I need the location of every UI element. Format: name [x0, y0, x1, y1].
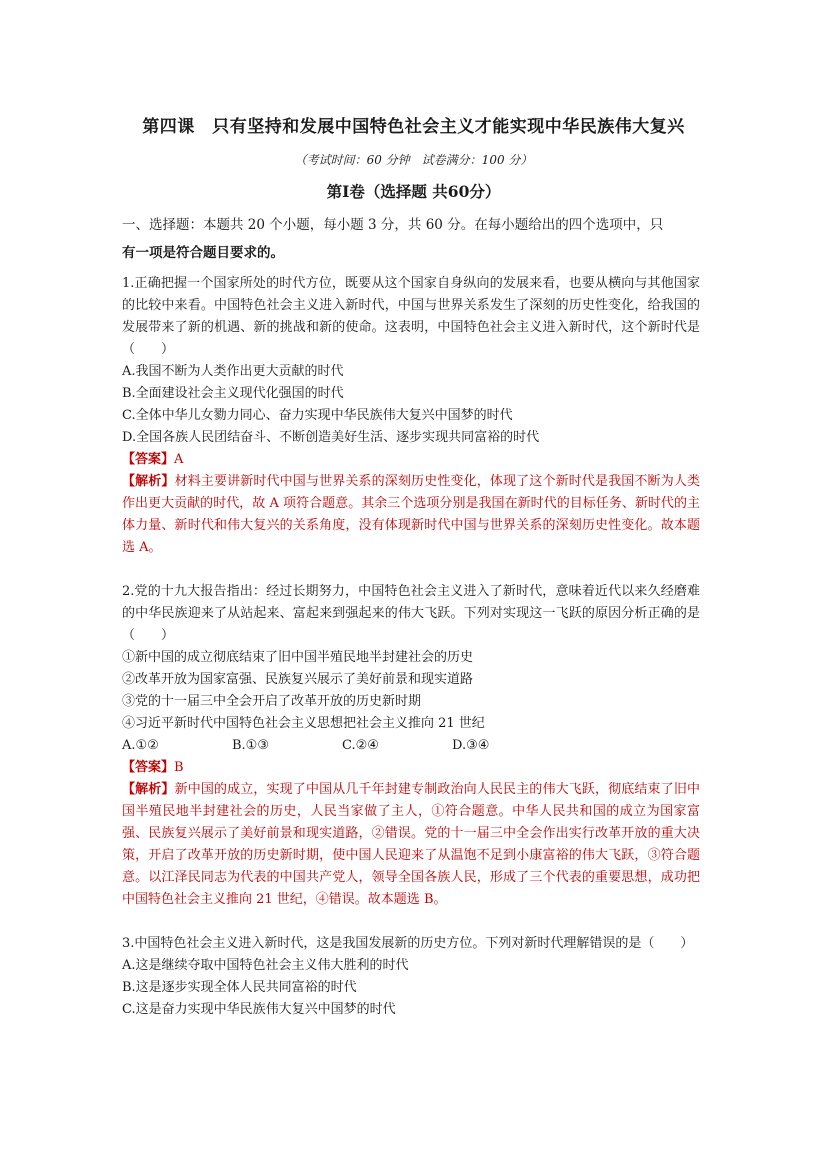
question-1-answer [122, 449, 700, 471]
exam-info: （考试时间：60 分钟 试卷满分：100 分） [294, 153, 533, 167]
answer-value: B [174, 760, 184, 775]
question-1-stem: 1.正确把握一个国家所处的时代方位，既要从这个国家自身纵向的发展来看，也要从横向与其他国家的比较中来看。中国特色社会主义进入新时代，中国与世界关系发生了深刻的历史性变化，给我国的发展带来了新的机遇、新的挑战和新的使命。这表明，中国特色社会主义进入新时代，这个新时代是（ ） [122, 276, 700, 357]
instructions-line-2 [122, 239, 702, 267]
question-2-statement-3: ③党的十一届三中全会开启了改革开放的历史新时期 [122, 694, 422, 709]
analysis-label: 【解析】 [122, 782, 175, 797]
question-2-stem: 2.党的十九大报告指出：经过长期努力，中国特色社会主义进入了新时代，意味着近代以来久经磨难的中华民族迎来了从站起来、富起来到强起来的伟大飞跃。下列对实现这一飞跃的原因分析正确的是（ ） [122, 584, 700, 643]
question-2-choice-c: C.②④ [342, 738, 379, 753]
question-3-option-b: B.这是逐步实现全体人民共同富裕的时代 [122, 980, 357, 995]
question-3-option-a: A.这是继续夺取中国特色社会主义伟大胜利的时代 [122, 958, 409, 973]
question-2-statement-1: ①新中国的成立彻底结束了旧中国半殖民地半封建社会的历史 [122, 650, 474, 665]
spacer [122, 911, 700, 933]
question-1-analysis [122, 471, 700, 559]
question-1-option-d: D.全国各族人民团结奋斗、不断创造美好生活、逐步实现共同富裕的时代 [122, 430, 540, 445]
question-2-choice-a: A.①② [122, 738, 159, 753]
question-2 [122, 581, 700, 911]
analysis-text: 材料主要讲新时代中国与世界关系的深刻历史性变化，体现了这个新时代是我国不断为人类作出更大贡献的时代，故 A 项符合题意。其余三个选项分别是我国在新时代的目标任务、新时代的主体力量、新时代和伟大复兴的关系角度，没有体现新时代中国与世界关系的深刻历史性变化。故本题选 A。 [122, 474, 700, 555]
question-1-option-a: A.我国不断为人类作出更大贡献的时代 [122, 364, 344, 379]
analysis-text: 新中国的成立，实现了中国从几千年封建专制政治向人民民主的伟大飞跃，彻底结束了旧中国半殖民地半封建社会的历史，人民当家做了主人，①符合题意。中华人民共和国的成立为国家富强、民族复兴展示了美好前景和现实道路，②错误。党的十一届三中全会作出实行改革开放的重大决策，开启了改革开放的历史新时期，使中国人民迎来了从温饱不足到小康富裕的伟大飞跃，③符合题意。以江泽民同志为代表的中国共产党人，领导全国各族人民，形成了三个代表的重要思想，成功把中国特色社会主义推向 21 世纪，④错误。故本题选 B。 [122, 782, 700, 907]
question-2-statement-2: ②改革开放为国家富强、民族复兴展示了美好前景和现实道路 [122, 672, 474, 687]
section-heading: 第Ⅰ卷（选择题 共60分） [326, 182, 501, 201]
page-title: 第四课 只有坚持和发展中国特色社会主义才能实现中华民族伟大复兴 [142, 117, 685, 137]
question-2-analysis [122, 779, 700, 911]
question-3-stem: 3.中国特色社会主义进入新时代，这是我国发展新的历史方位。下列对新时代理解错误的是（ ） [122, 936, 694, 951]
question-1 [122, 273, 700, 559]
instructions-line-1: 一、选择题：本题共 20 个小题，每小题 3 分，共 60 分。在每小题给出的四个选项中，只 [122, 217, 664, 233]
question-2-answer [122, 757, 700, 779]
question-3 [122, 933, 700, 1021]
answer-value: A [174, 452, 184, 467]
question-2-choice-b: B.①③ [232, 738, 269, 753]
question-1-option-c: C.全体中华儿女勠力同心、奋力实现中华民族伟大复兴中国梦的时代 [122, 408, 513, 423]
question-1-option-b: B.全面建设社会主义现代化强国的时代 [122, 386, 344, 401]
question-2-choice-d: D.③④ [452, 738, 490, 753]
answer-label: 【答案】 [122, 760, 175, 775]
question-3-option-c: C.这是奋力实现中华民族伟大复兴中国梦的时代 [122, 1002, 396, 1017]
question-2-statement-4: ④习近平新时代中国特色社会主义思想把社会主义推向 21 世纪 [122, 716, 485, 731]
spacer [122, 559, 700, 581]
answer-label: 【答案】 [122, 452, 175, 467]
analysis-label: 【解析】 [122, 474, 175, 489]
question-2-choices [122, 735, 700, 757]
questions-area [122, 273, 700, 1021]
instructions-line-2-text: 有一项是符合题目要求的。 [122, 245, 284, 261]
